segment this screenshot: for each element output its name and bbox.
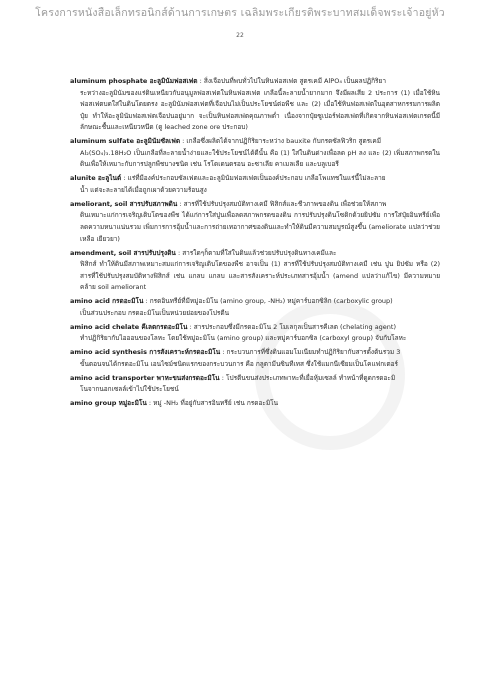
entry-definition-start: : สิ่งเจือปนที่พบทั่วไปในหินฟอสเฟต สูตรเคมี AlPO₄ เป็นผลปฏิกิริยา	[199, 77, 386, 85]
entry-definition-start: : โปรตีนขนส่งประเภทพาหะที่เยื่อหุ้มเซลล์ ทำหน้าที่ดูดกรดอะมิ	[221, 373, 396, 382]
glossary-entry	[70, 136, 440, 171]
entry-term: amino acid synthesis การสังเคราะห์กรดอะมิโน	[70, 348, 221, 357]
entry-definition-body: โนจากนอกเซลล์เข้าไปใช้ประโยชน์	[80, 385, 179, 394]
entry-term: alunite อะลูไนต์	[70, 174, 122, 183]
entry-term: amendment, soil สารปรับปรุงดิน	[70, 248, 176, 257]
glossary-entry	[70, 199, 440, 245]
glossary-entry	[70, 248, 440, 294]
entry-term: aluminum phosphate อะลูมินัมฟอสเฟต	[70, 77, 198, 85]
entry-definition-body: ฟิสิกส์ ทำให้ดินมีสภาพเหมาะสมแก่การเจริญเติบโตของพืช อาจเป็น (1) สารที่ใช้ปรับปรุงสมบัติทางเคมี เช่น ปูน ยิปซัม หรือ (2) สารที่ใช้ปรับปรุงสมบัติทางฟิสิกส์ เช่น แกลบ แกลบ และสารสังเคราะห์ประเภทสารอุ้มน้ำ (amend แปลว่าแก้ไข) มีความหมายคล้าย soil ameliorant	[80, 260, 440, 292]
entry-definition-body: ดินเหมาะแก่การเจริญเติบโตของพืช ได้แก่การใส่ปูนเพื่อลดสภาพกรดของดิน การปรับปรุงดินโซดิกด้วยยิปซัม การใส่ปุ๋ยอินทรีย์เพื่อลดความหนาแน่นรวม เพิ่มการการอุ้มน้ำและการถ่ายเทอากาศของดินและทำให้ดินมีความสมบูรณ์สูงขึ้น (ameliorate แปลว่าช่วยเหลือ เยียวยา)	[80, 211, 440, 243]
entry-term: amino acid กรดอะมิโน	[70, 297, 144, 306]
glossary-entry	[70, 373, 440, 396]
entry-definition-start: : แร่ที่มีองค์ประกอบซัลเฟตและอะลูมินัมฟอสเฟตเป็นองค์ประกอบ เกลือโพแทชในแร่นี้ไม่ละลาย	[123, 174, 386, 183]
entry-definition-start: : สารประกอบซึ่งมีกรดอะมิโน 2 โมเลกุลเป็นสารคีเลต (chelating agent)	[189, 322, 397, 331]
entry-definition-body: Al₂(SO₄)₃.18H₂O เป็นเกลือที่ละลายน้ำง่ายและใช้ประโยชน์ได้ดีนั้น คือ (1) ใส่ในดินด่างเพื่อลด pH ลง และ (2) เพิ่มสภาพกรดในดินเพื่อให้เหมาะกับการปลูกพืชบางชนิด เช่น โรโดเดนดรอน อะซาเลีย คาเมลเลีย และบลูเบอรี	[80, 148, 440, 169]
glossary-entry	[70, 322, 440, 345]
entry-definition-body: ขั้นตอนจนได้กรดอะมิโน เอนไซม์ชนิดแรกของกระบวนการ คือ กลูตามีนซินทีเทส ซึ่งใช้แมกนีเซียมเป็นโคแฟกเตอร์	[80, 359, 399, 368]
glossary-entry	[70, 398, 440, 410]
entry-definition-start: : สารใดๆก็ตามที่ใส่ในดินแล้วช่วยปรับปรุงดินทางเคมีและ	[177, 248, 337, 257]
glossary-entry	[70, 296, 440, 319]
glossary-content	[70, 76, 440, 412]
glossary-entry	[70, 76, 440, 134]
entry-term: aluminum sulfate อะลูมินัมซัลเฟต	[70, 137, 181, 146]
entry-definition-start: : สารที่ใช้ปรับปรุงสมบัติทางเคมี ฟิสิกส์และชีวภาพของดิน เพื่อช่วยให้สภาพ	[179, 199, 387, 208]
entry-definition-body: เป็นส่วนประกอบ กรดอะมิโนเป็นหน่วยย่อยของโปรตีน	[80, 308, 230, 317]
entry-term: ameliorant, soil สารปรับสภาพดิน	[70, 199, 178, 208]
document-header: โครงการหนังสือเล็กทรอนิกส์ด้านการเกษตร เฉลิมพระเกียรติพระบาทสมเด็จพระเจ้าอยู่หัว	[35, 7, 445, 19]
entry-term: amino acid chelate คีเลตกรดอะมิโน	[70, 322, 188, 331]
entry-definition-body: น้ำ แต่จะละลายได้เมื่อถูกเผาด้วยความร้อนสูง	[80, 185, 207, 194]
entry-definition-start: : กระบวนการที่ซึ่งดินแอมโมเนียมทำปฏิกิริยากับสารตั้งต้นรวม 3	[222, 348, 401, 357]
entry-term: amino acid transporter พาหะขนส่งกรดอะมิโน	[70, 373, 220, 382]
page-number: 22	[236, 32, 244, 39]
entry-definition-body: ทำปฏิกิริยากับไอออนของโลหะ โดยใช้หมู่อะมิโน (amino group) และหมู่คาร์บอกซิล (carboxyl group) จับกับโลหะ	[80, 334, 407, 343]
entry-definition-start: : เกลือซึ่งผลิตได้จากปฏิกิริยาระหว่าง bauxite กับกรดซัลฟิวริก สูตรเคมี	[182, 137, 382, 146]
glossary-entry	[70, 347, 440, 370]
glossary-entry	[70, 173, 440, 196]
entry-definition-body: ระหว่างอะลูมินัมของแร่ดินเหนียวกับอนุมูลฟอสเฟตในหินฟอสเฟต เกลือนี้ละลายน้ำยากมาก จึงมีผลเสีย 2 ประการ (1) เมื่อใช้หินฟอสเฟตบดใส่ในดินโดยตรง อะลูมินัมฟอสเฟตที่เจือปนไม่เป็นประโยชน์ต่อพืช และ (2) เมื่อใช้หินฟอสเฟตในอุตสาหกรรมการผลิตปุ๋ย ทำให้อะลูมินัมฟอสเฟตเจือปนอยู่มาก จะเป็นหินฟอสเฟตคุณภาพต่ำ เนื่องจากปุ๋ยซูเปอร์ฟอสเฟตที่เกิดจากหินฟอสเฟตเกรดนี้มีลักษณะชื้นและเหนียวหนึด (ดู leached zone ore ประกอบ)	[80, 88, 440, 132]
entry-definition-start: : หมู่ -NH₂ ที่อยู่กับสารอินทรีย์ เช่น กรดอะมิโน	[148, 399, 279, 408]
entry-definition-start: : กรดอินทรีย์ที่มีหมู่อะมิโน (amino group, -NH₂) หมู่คาร์บอกซิลิก (carboxylic group)	[145, 297, 393, 306]
entry-term: amino group หมู่อะมิโน	[70, 399, 147, 408]
